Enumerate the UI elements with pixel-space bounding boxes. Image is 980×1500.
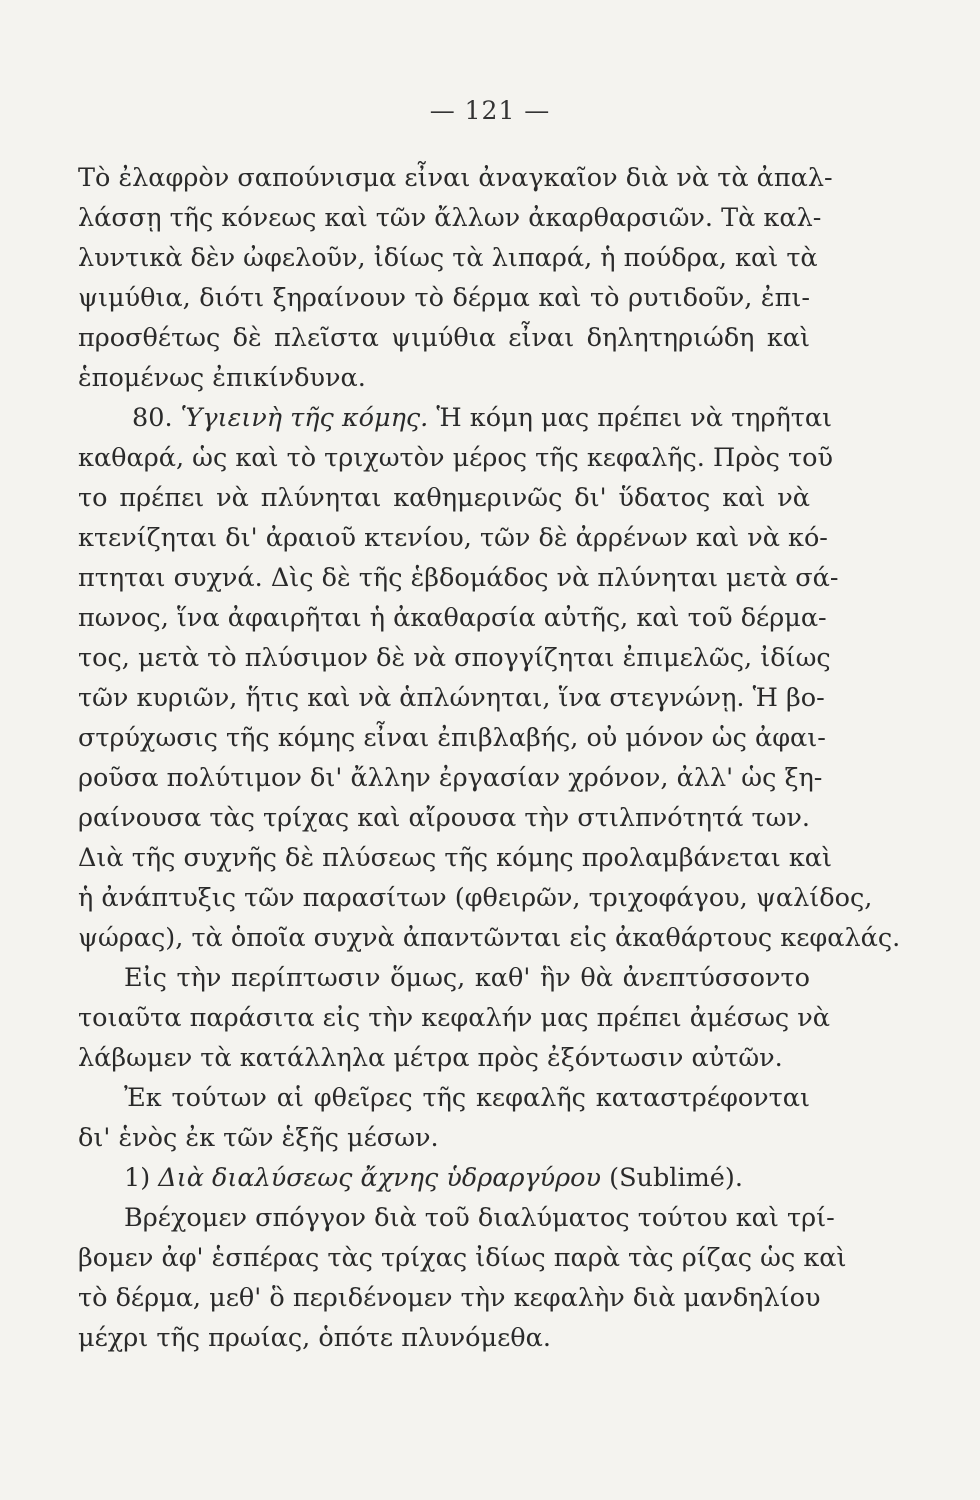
text-line: λάσσῃ τῆς κόνεως καὶ τῶν ἄλλων ἀκαρθαρσιῶν. Τὰ καλ-	[78, 203, 822, 233]
text-line: Εἰς τὴν περίπτωσιν ὅμως, καθ' ἣν θὰ ἀνεπτύσσοντο	[124, 963, 810, 993]
text-line: ροῦσα πολύτιμον δι' ἄλλην ἐργασίαν χρόνον, ἀλλ' ὡς ξη-	[78, 763, 823, 793]
text-line: μέχρι τῆς πρωίας, ὁπότε πλυνόμεθα.	[78, 1323, 551, 1353]
section-title: Ὑγιεινὴ τῆς κόμης.	[180, 403, 429, 433]
text-line: ψώρας), τὰ ὁποῖα συχνὰ ἀπαντῶνται εἰς ἀκαθάρτους κεφαλάς.	[78, 923, 901, 953]
text-line: ψιμύθια, διότι ξηραίνουν τὸ δέρμα καὶ τὸ ρυτιδοῦν, ἐπι-	[78, 283, 810, 313]
text-line: βομεν ἀφ' ἑσπέρας τὰς τρίχας ἰδίως παρὰ τὰς ρίζας ὡς καὶ	[78, 1243, 847, 1273]
text-line: το πρέπει νὰ πλύνηται καθημερινῶς δι' ὕδατος καὶ νὰ	[78, 483, 810, 513]
section-text: Ἡ κόμη μας πρέπει νὰ τηρῆται	[436, 403, 833, 433]
text-line: ἑπομένως ἐπικίνδυνα.	[78, 363, 366, 393]
page-number: — 121 —	[429, 96, 551, 125]
subsection-heading-line	[78, 1158, 810, 1198]
text-line: πτηται συχνά. Δὶς δὲ τῆς ἑβδομάδος νὰ πλύνηται μετὰ σά-	[78, 563, 839, 593]
subsection-title: Διὰ διαλύσεως ἄχνης ὑδραργύρου	[158, 1163, 602, 1193]
text-line: Τὸ ἐλαφρὸν σαπούνισμα εἶναι ἀναγκαῖον διὰ νὰ τὰ ἀπαλ-	[78, 163, 833, 193]
text-line: Διὰ τῆς συχνῆς δὲ πλύσεως τῆς κόμης προλαμβάνεται καὶ	[78, 843, 833, 873]
text-line: ἡ ἀνάπτυξις τῶν παρασίτων (φθειρῶν, τριχοφάγου, ψαλίδος,	[78, 883, 873, 913]
text-line: κτενίζηται δι' ἀραιοῦ κτενίου, τῶν δὲ ἀρρένων καὶ νὰ κό-	[78, 523, 828, 553]
text-line: τῶν κυριῶν, ἥτις καὶ νὰ ἁπλώνηται, ἵνα στεγνώνῃ. Ἡ βο-	[78, 683, 825, 713]
text-line: Ἐκ τούτων αἱ φθεῖρες τῆς κεφαλῆς καταστρέφονται	[124, 1083, 810, 1113]
text-line: ραίνουσα τὰς τρίχας καὶ αἴρουσα τὴν στιλπνότητά των.	[78, 803, 810, 833]
text-line: τοιαῦτα παράσιτα εἰς τὴν κεφαλήν μας πρέπει ἀμέσως νὰ	[78, 1003, 831, 1033]
text-line: λυντικὰ δὲν ὠφελοῦν, ἰδίως τὰ λιπαρά, ἡ πούδρα, καὶ τὰ	[78, 243, 818, 273]
text-line: καθαρά, ὡς καὶ τὸ τριχωτὸν μέρος τῆς κεφαλῆς. Πρὸς τοῦ	[78, 443, 833, 473]
subsection-number: 1)	[124, 1163, 151, 1193]
text-line: πωνος, ἵνα ἀφαιρῆται ἡ ἀκαθαρσία αὐτῆς, καὶ τοῦ δέρμα-	[78, 603, 827, 633]
text-line: τὸ δέρμα, μεθ' ὃ περιδένομεν τὴν κεφαλὴν διὰ μανδηλίου	[78, 1283, 821, 1313]
text-line: προσθέτως δὲ πλεῖστα ψιμύθια εἶναι δηλητηριώδη καὶ	[78, 323, 810, 353]
section-number: 80.	[132, 403, 173, 433]
subsection-text: (Sublimé).	[609, 1163, 743, 1193]
body-text	[78, 158, 901, 1358]
text-line: στρύχωσις τῆς κόμης εἶναι ἐπιβλαβής, οὐ μόνον ὡς ἀφαι-	[78, 723, 826, 753]
text-line: δι' ἑνὸς ἐκ τῶν ἑξῆς μέσων.	[78, 1123, 439, 1153]
section-heading-line	[78, 398, 833, 438]
text-line: Βρέχομεν σπόγγον διὰ τοῦ διαλύματος τούτου καὶ τρί-	[124, 1203, 835, 1233]
text-line: λάβωμεν τὰ κατάλληλα μέτρα πρὸς ἐξόντωσιν αὐτῶν.	[78, 1043, 783, 1073]
text-line: τος, μετὰ τὸ πλύσιμον δὲ νὰ σπογγίζηται ἐπιμελῶς, ἰδίως	[78, 643, 831, 673]
